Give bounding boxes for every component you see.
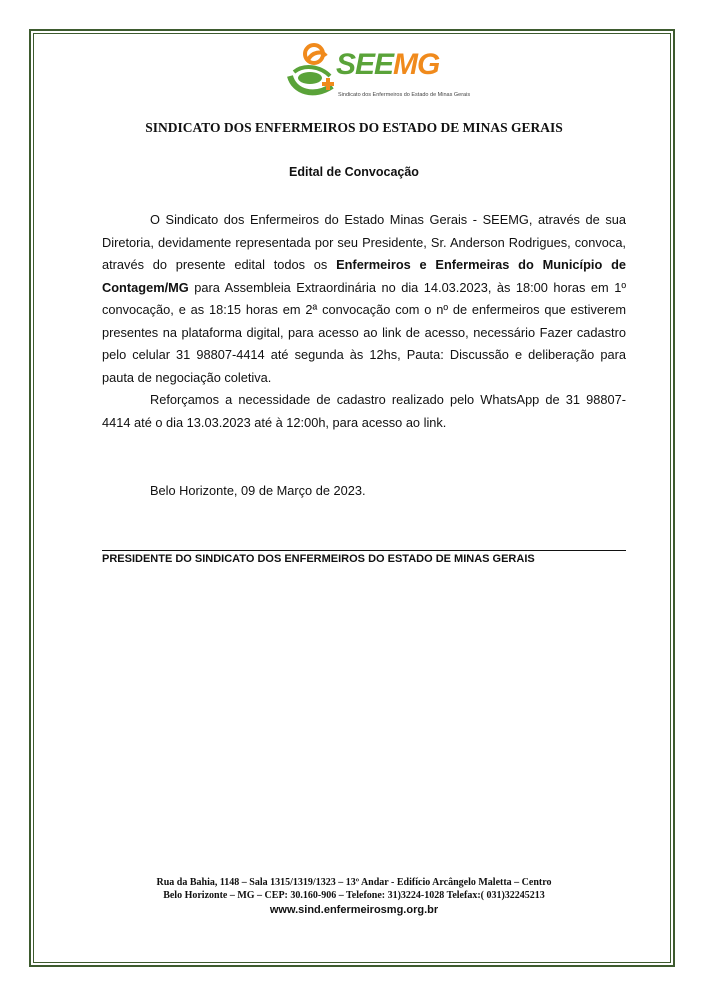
logo-wordmark [336,48,439,82]
footer-website: www.sind.enfermeirosmg.org.br [269,904,439,916]
signature-line [102,550,626,551]
logo-brand-see: SEE [336,48,394,81]
logo-brand-mg: MG [393,48,440,81]
signature-title: PRESIDENTE DO SINDICATO DOS ENFERMEIROS DO ESTADO DE MINAS GERAIS [102,553,535,565]
paragraph-1-rest: para Assembleia Extraordinária no dia 14.03.2023, às 18:00 horas em 1º convocação, e as 18:15 horas em 2ª convocação com o nº de enfermeiros que estiverem presentes na plataforma digital, para acesso ao link de acesso, necessário Fazer cadastro pelo celular 31 98807-4414 até segunda às 12hs, Pauta: Discussão e deliberação para pauta de negociação coletiva. [102,279,626,385]
logo-subtitle: Sindicato dos Enfermeiros do Estado de Minas Gerais [338,92,471,98]
organization-title: SINDICATO DOS ENFERMEIROS DO ESTADO DE MINAS GERAIS [145,120,563,135]
body-paragraph-1 [102,209,626,389]
date-line: Belo Horizonte, 09 de Março de 2023. [150,483,366,498]
paragraph-1-highlight: Enfermeiros e Enfermeiras do Município de Contagem/MG [102,257,627,295]
nurse-lamp-icon [284,42,340,104]
document-title: Edital de Convocação [289,165,419,179]
footer-address-line-2: Belo Horizonte – MG – CEP: 30.160-906 – Telefone: 31)3224-1028 Telefax:( 031)32245213 [163,890,545,901]
footer [0,876,708,918]
document-body [102,209,626,434]
paragraph-1-intro: O Sindicato dos Enfermeiros do Estado Minas Gerais - SEEMG, através de sua Diretoria, devidamente representada por seu Presidente, Sr. Anderson Rodrigues, convoca, através do presente edital todos os [102,212,626,272]
footer-address-line-1: Rua da Bahia, 1148 – Sala 1315/1319/1323 – 13º Andar - Edifício Arcângelo Maletta – Centro [156,877,552,888]
body-paragraph-2: Reforçamos a necessidade de cadastro realizado pelo WhatsApp de 31 98807-4414 até o dia 13.03.2023 até à 12:00h, para acesso ao link. [102,392,626,430]
seemg-logo [284,42,471,104]
